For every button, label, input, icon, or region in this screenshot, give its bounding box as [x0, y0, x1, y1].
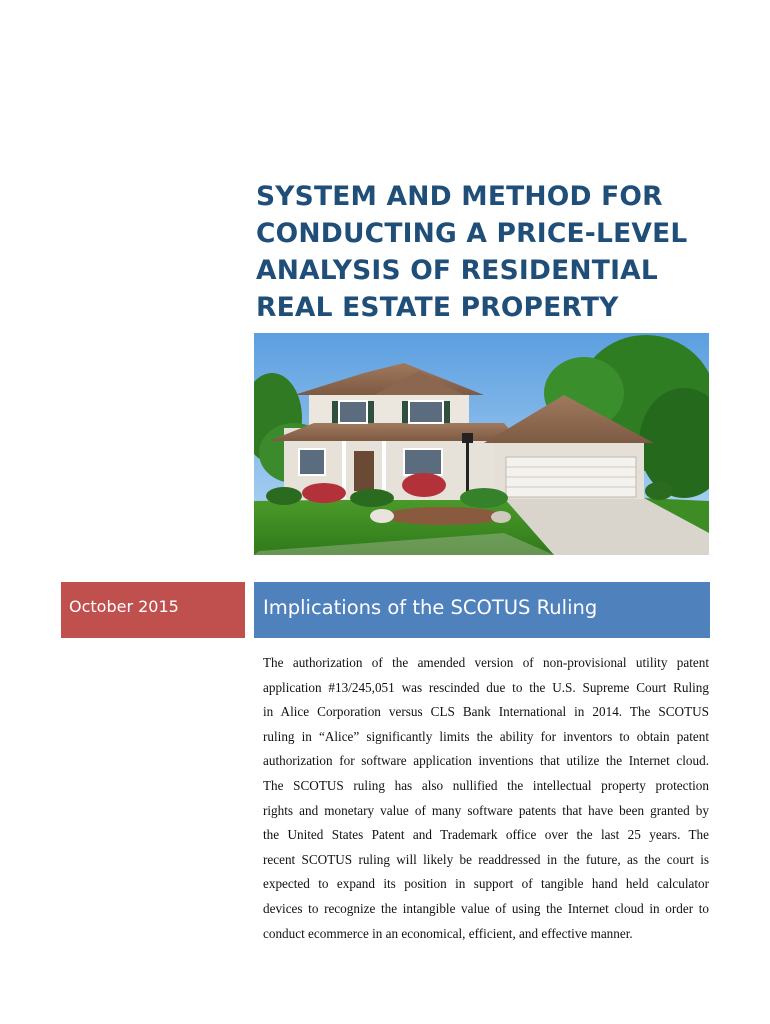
body-line: authorization for software application inventions that utilize the Internet cloud. — [263, 753, 709, 769]
body-line: devices to recognize the intangible value of using the Internet cloud in order to — [263, 900, 709, 916]
body-line: recent SCOTUS ruling will likely be readdressed in the future, as the court is — [263, 851, 709, 867]
body-line: The SCOTUS ruling has also nullified the intellectual property protection — [263, 777, 709, 793]
title-line: CONDUCTING A PRICE-LEVEL — [256, 218, 688, 249]
section-heading-banner — [254, 582, 710, 638]
title-line: REAL ESTATE PROPERTY — [256, 292, 619, 323]
body-line: in Alice Corporation versus CLS Bank International in 2014. The SCOTUS — [263, 704, 709, 720]
body-line: expected to expand its position in support of tangible hand held calculator — [263, 876, 709, 892]
document-title — [256, 178, 716, 326]
body-line: The authorization of the amended version of non-provisional utility patent — [263, 655, 709, 670]
body-line: application #13/245,051 was rescinded due to the U.S. Supreme Court Ruling — [263, 679, 709, 695]
title-line: ANALYSIS OF RESIDENTIAL — [256, 255, 658, 286]
house-photo — [254, 333, 709, 555]
date-banner — [61, 582, 245, 638]
body-line: the United States Patent and Trademark office over the last 25 years. The — [263, 827, 709, 843]
body-line: conduct ecommerce in an economical, efficient, and effective manner. — [263, 925, 633, 941]
section-heading: Implications of the SCOTUS Ruling — [263, 596, 598, 619]
body-line: rights and monetary value of many software patents that have been granted by — [263, 802, 709, 818]
date-label: October 2015 — [69, 597, 179, 616]
body-paragraph — [263, 651, 709, 946]
body-line: ruling in “Alice” significantly limits the ability for inventors to obtain patent — [263, 728, 709, 744]
title-line: SYSTEM AND METHOD FOR — [256, 181, 663, 212]
